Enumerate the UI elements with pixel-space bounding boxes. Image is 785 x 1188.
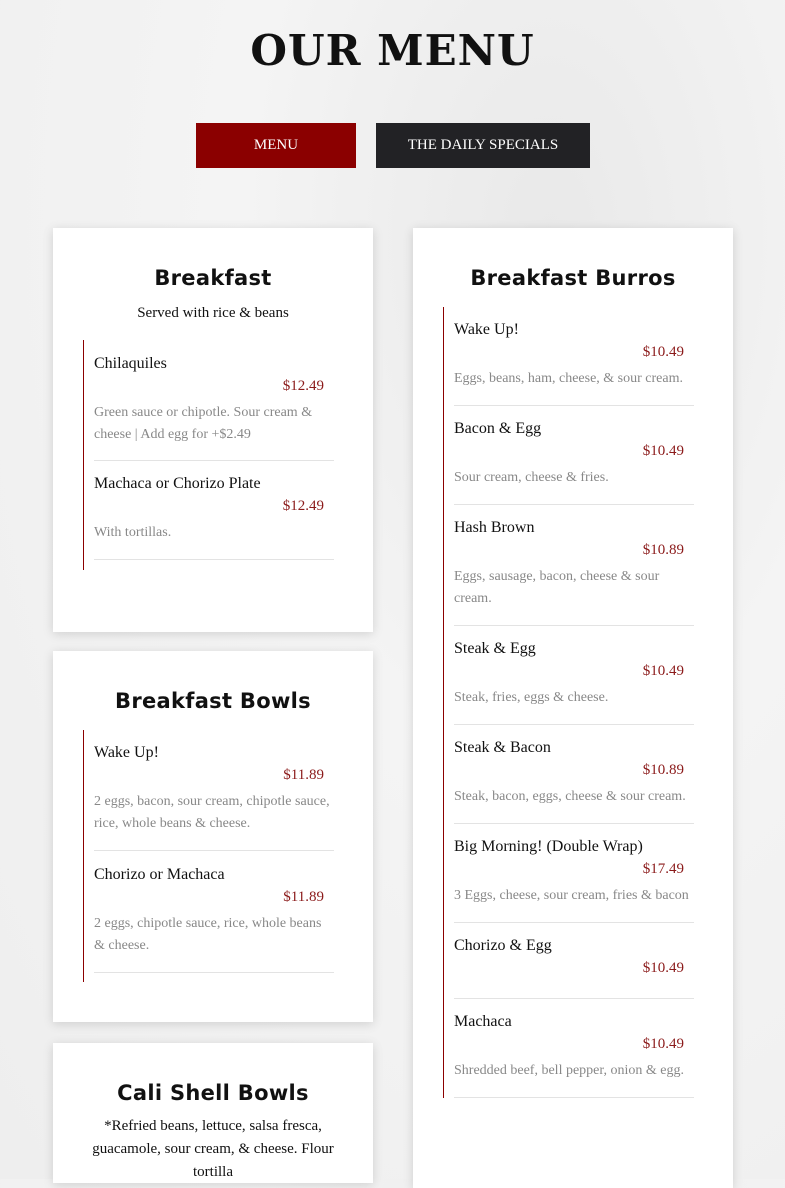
breakfast-card <box>53 228 373 632</box>
item-price: $11.89 <box>283 889 324 905</box>
menu-list <box>83 730 334 982</box>
item-description: Green sauce or chipotle. Sour cream & cheese | Add egg for +$2.49 <box>94 405 313 442</box>
menu-item <box>454 725 694 824</box>
item-description: Eggs, sausage, bacon, cheese & sour cream. <box>454 569 660 606</box>
item-name: Wake Up! <box>454 321 519 338</box>
menu-item <box>454 307 694 406</box>
menu-item <box>454 923 694 999</box>
cali-shell-bowls-card <box>53 1043 373 1183</box>
item-price: $11.89 <box>283 767 324 783</box>
item-description: 3 Eggs, cheese, sour cream, fries & bacon <box>454 888 689 903</box>
item-price: $10.49 <box>642 960 684 976</box>
menu-list <box>83 340 334 570</box>
item-price: $10.49 <box>642 344 684 360</box>
item-price: $10.49 <box>642 1036 684 1052</box>
tab-menu[interactable]: MENU <box>196 123 356 168</box>
item-name: Chorizo & Egg <box>454 937 552 954</box>
item-description: Steak, fries, eggs & cheese. <box>454 690 609 705</box>
item-description: Sour cream, cheese & fries. <box>454 470 609 485</box>
item-price: $12.49 <box>282 378 324 394</box>
menu-item <box>94 851 334 973</box>
item-name: Hash Brown <box>454 519 535 536</box>
item-name: Chorizo or Machaca <box>94 866 225 883</box>
menu-item <box>454 626 694 725</box>
item-description: Steak, bacon, eggs, cheese & sour cream. <box>454 789 686 804</box>
section-subtitle: *Refried beans, lettuce, salsa fresca, guacamole, sour cream, & cheese. Flour tortilla <box>92 1118 334 1180</box>
item-description: Shredded beef, bell pepper, onion & egg. <box>454 1063 684 1078</box>
tab-daily-specials[interactable]: THE DAILY SPECIALS <box>376 123 590 168</box>
menu-item <box>94 730 334 851</box>
item-name: Steak & Egg <box>454 640 536 657</box>
menu-item <box>94 340 334 461</box>
item-price: $12.49 <box>282 498 324 514</box>
menu-item <box>454 824 694 923</box>
item-name: Bacon & Egg <box>454 420 542 437</box>
menu-item <box>454 406 694 505</box>
item-name: Wake Up! <box>94 744 159 761</box>
item-price: $10.49 <box>642 443 684 459</box>
item-price: $10.49 <box>642 663 684 679</box>
breakfast-burros-card <box>413 228 733 1188</box>
item-name: Big Morning! (Double Wrap) <box>454 838 643 855</box>
section-subtitle: Served with rice & beans <box>137 305 289 321</box>
menu-item <box>94 461 334 560</box>
menu-item <box>454 505 694 626</box>
item-name: Steak & Bacon <box>454 739 551 756</box>
item-description: 2 eggs, bacon, sour cream, chipotle sauce, rice, whole beans & cheese. <box>94 794 330 831</box>
section-title: Breakfast <box>154 266 272 290</box>
section-title: Cali Shell Bowls <box>117 1081 309 1105</box>
item-price: $10.89 <box>642 762 684 778</box>
item-name: Machaca or Chorizo Plate <box>94 475 261 492</box>
page-title: OUR MENU <box>250 26 535 75</box>
item-description: 2 eggs, chipotle sauce, rice, whole beans & cheese. <box>94 916 322 953</box>
item-price: $10.89 <box>642 542 684 558</box>
item-price: $17.49 <box>642 861 684 877</box>
section-title: Breakfast Burros <box>470 266 676 290</box>
section-title: Breakfast Bowls <box>115 689 311 713</box>
item-name: Chilaquiles <box>94 355 167 372</box>
breakfast-bowls-card <box>53 651 373 1022</box>
item-description: With tortillas. <box>94 525 172 540</box>
menu-item <box>454 999 694 1098</box>
item-name: Machaca <box>454 1013 512 1030</box>
item-description: Eggs, beans, ham, cheese, & sour cream. <box>454 371 683 386</box>
menu-list <box>443 307 694 1098</box>
